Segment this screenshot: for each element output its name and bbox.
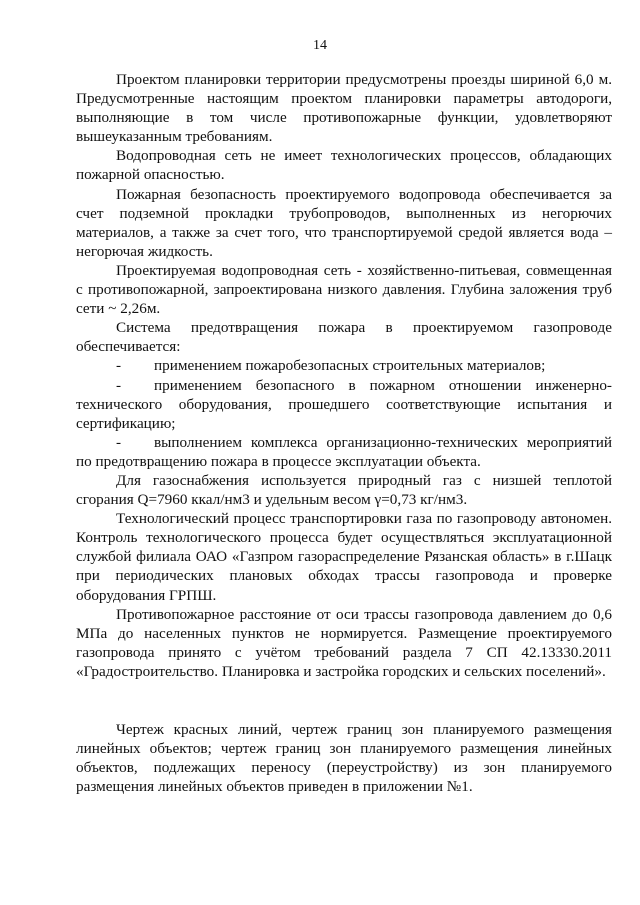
list-marker: -: [116, 433, 122, 451]
paragraph-fire-prevention-intro: Система предотвращения пожара в проектируемом газопроводе обеспечивается:: [76, 319, 612, 356]
list-marker: -: [116, 357, 122, 375]
list-item: [76, 376, 612, 433]
paragraph-gas-transport-control: Технологический процесс транспортировки газа по газопроводу автономен. Контроль технологического процесса будет осуществляться эксплуатационной службой филиала ОАО «Газпром газораспределение Рязанская область» в г.Шацк при периодических плановых обходах трассы газопровода и проверке оборудования ГРПШ.: [76, 510, 612, 604]
document-body: [76, 70, 612, 796]
list-item-text: выполнением комплекса организационно-технических мероприятий по предотвращению пожара в процессе эксплуатации объекта.: [76, 433, 612, 470]
list-item-text: применением безопасного в пожарном отношении инженерно-технического оборудования, прошедшего соответствующие испытания и сертификацию;: [76, 376, 612, 432]
list-item-text: применением пожаробезопасных строительных материалов;: [154, 357, 546, 375]
paragraph-fire-safety-water: Пожарная безопасность проектируемого водопровода обеспечивается за счет подземной прокладки трубопроводов, выполненных из негорючих материалов, а также за счет того, что транспортируемой средой является вода – негорючая жидкость.: [76, 185, 612, 260]
paragraph-water-network-hazard: Водопроводная сеть не имеет технологических процессов, обладающих пожарной опасностью.: [76, 147, 612, 184]
list-marker: -: [116, 376, 122, 394]
page-number: 14: [313, 38, 327, 53]
list-item: [76, 356, 612, 375]
list-item: [76, 433, 612, 471]
paragraph-gas-supply: Для газоснабжения используется природный газ с низшей теплотой сгорания Q=7960 ккал/нм3 и удельным весом γ=0,73 кг/нм3.: [76, 471, 612, 509]
paragraph-driveways: Проектом планировки территории предусмотрены проезды шириной 6,0 м. Предусмотренные настоящим проектом планировки параметры автодороги, выполняющие в том числе противопожарные функции, удовлетворяют вышеуказанным требованиям.: [76, 71, 612, 146]
section-spacer: [76, 681, 612, 720]
paragraph-fire-distance: Противопожарное расстояние от оси трассы газопровода давлением до 0,6 МПа до населенных пунктов не нормируется. Размещение проектируемого газопровода принято с учётом требований раздела 7 СП 42.13330.2011 «Градостроительство. Планировка и застройка городских и сельских поселений».: [76, 605, 612, 680]
paragraph-drawings-reference: Чертеж красных линий, чертеж границ зон планируемого размещения линейных объектов; чертеж границ зон планируемого размещения линейных объектов, подлежащих переносу (переустройству) из зон планируемого размещения линейных объектов приведен в приложении №1.: [76, 721, 612, 796]
paragraph-water-network-design: Проектируемая водопроводная сеть - хозяйственно-питьевая, совмещенная с противопожарной, запроектирована низкого давления. Глубина заложения труб сети ~ 2,26м.: [76, 261, 612, 318]
